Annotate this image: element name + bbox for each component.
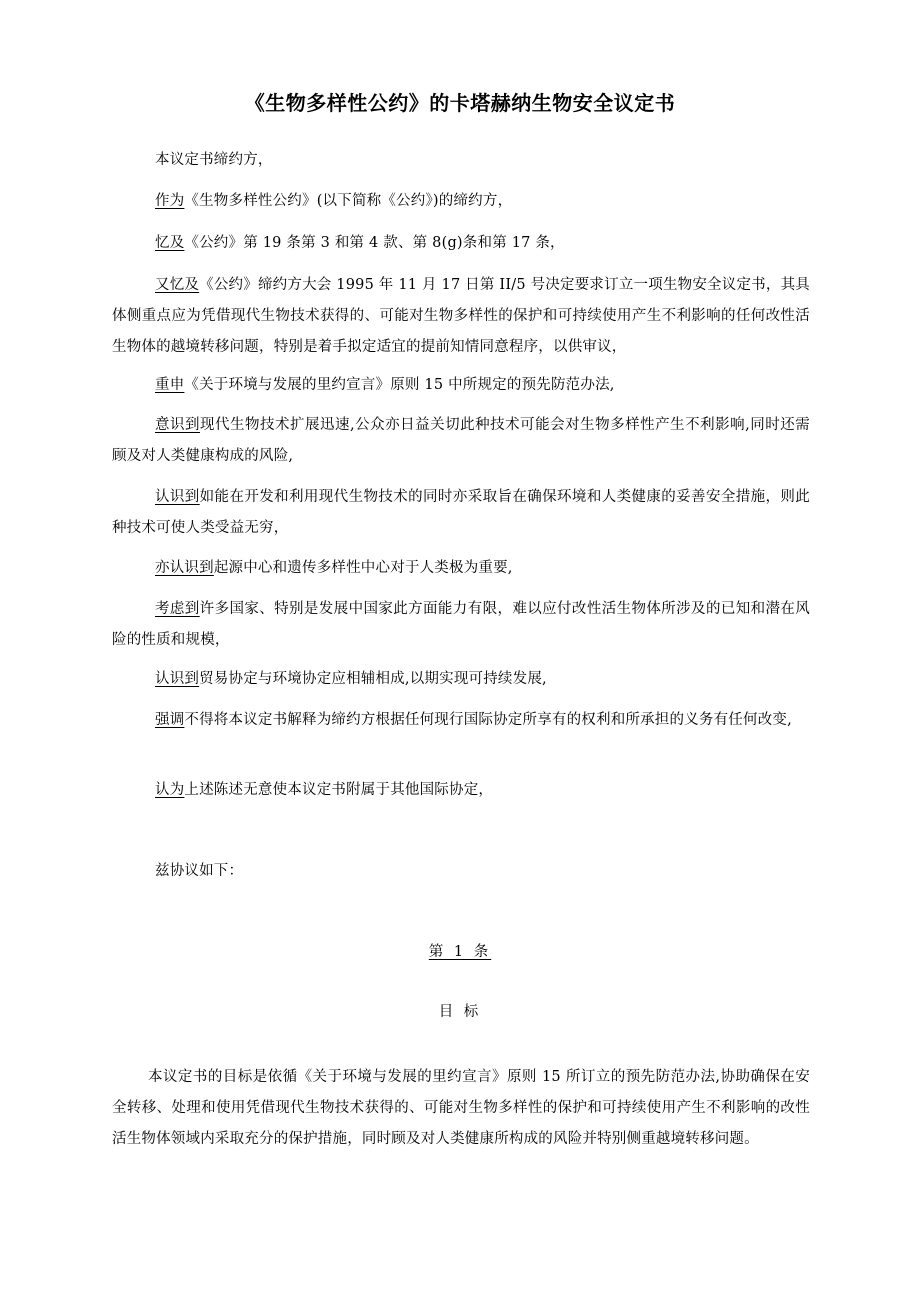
document-title: 《生物多样性公约》的卡塔赫纳生物安全议定书 (244, 91, 676, 115)
preamble-text: 不得将本议定书解释为缔约方根据任何现行国际协定所享有的权利和所承担的义务有任何改变, (184, 712, 792, 728)
preamble-paragraph (112, 705, 810, 736)
preamble-text: 如能在开发和利用现代生物技术的同时亦采取旨在确保环境和人类健康的妥善安全措施，则此种技术可使人类受益无穷， (112, 489, 810, 536)
preamble-paragraph (112, 664, 810, 695)
preamble-paragraph (112, 228, 810, 259)
preamble-keyword: 认识到 (155, 671, 200, 687)
preamble-text: 《生物多样性公约》(以下简称《公约》)的缔约方， (184, 193, 513, 209)
preamble-keyword: 又忆及 (155, 277, 200, 293)
preamble-keyword: 忆及 (155, 235, 185, 251)
preamble-keyword: 强调 (155, 712, 185, 728)
preamble-keyword: 重申 (155, 377, 185, 393)
preamble-paragraph (112, 775, 810, 806)
preamble-keyword: 考虑到 (155, 601, 200, 617)
preamble-text: 《公约》第 19 条第 3 和第 4 款、第 8(g)条和第 17 条， (184, 235, 565, 251)
preamble-text: 贸易协定与环境协定应相辅相成,以期实现可持续发展, (199, 671, 547, 687)
preamble-text: 《公约》缔约方大会 1995 年 11 月 17 日第 II/5 号决定要求订立一项生物安全议定书，其具体侧重点应为凭借现代生物技术获得的、可能对生物多样性的保护和可持续使用产生不利影响的任何改性活生物体的越境转移问题，特别是着手拟定适宜的提前知情同意程序，以供审议， (112, 277, 810, 355)
preamble-keyword: 亦认识到 (155, 560, 214, 576)
preamble-text: 《关于环境与发展的里约宣言》原则 15 中所规定的预先防范办法, (184, 377, 615, 393)
preamble-paragraph (112, 270, 810, 363)
article-number (0, 940, 920, 964)
preamble-keyword: 认为 (155, 782, 185, 798)
preamble-paragraph (112, 553, 810, 584)
preamble-keyword: 作为 (155, 193, 185, 209)
intro-paragraph: 本议定书缔约方， (155, 152, 273, 168)
preamble-text: 许多国家、特别是发展中国家此方面能力有限，难以应付改性活生物体所涉及的已知和潜在风险的性质和规模， (112, 601, 810, 648)
preamble-keyword: 意识到 (155, 417, 201, 433)
preamble-paragraph (112, 186, 810, 217)
preamble-paragraph (112, 370, 810, 401)
preamble-text: 上述陈述无意使本议定书附属于其他国际协定， (184, 782, 494, 798)
agreement-line: 兹协议如下： (155, 863, 244, 879)
preamble-keyword: 认识到 (155, 489, 200, 505)
preamble-text: 起源中心和遗传多样性中心对于人类极为重要, (213, 560, 513, 576)
article-heading: 目 标 (438, 1004, 482, 1020)
preamble-paragraph (112, 482, 810, 544)
preamble-paragraph (112, 410, 810, 472)
preamble-text: 现代生物技术扩展迅速,公众亦日益关切此种技术可能会对生物多样性产生不利影响,同时还需顾及对人类健康构成的风险, (112, 417, 810, 464)
article-body: 本议定书的目标是依循《关于环境与发展的里约宣言》原则 15 所订立的预先防范办法,协助确保在安全转移、处理和使用凭借现代生物技术获得的、可能对生物多样性的保护和可持续使用产生不利影响的改性活生物体领域内采取充分的保护措施，同时顾及对人类健康所构成的风险并特别侧重越境转移问题。 (112, 1069, 810, 1147)
preamble-paragraph (112, 594, 810, 656)
article-number-text: 第 1 条 (428, 944, 492, 960)
